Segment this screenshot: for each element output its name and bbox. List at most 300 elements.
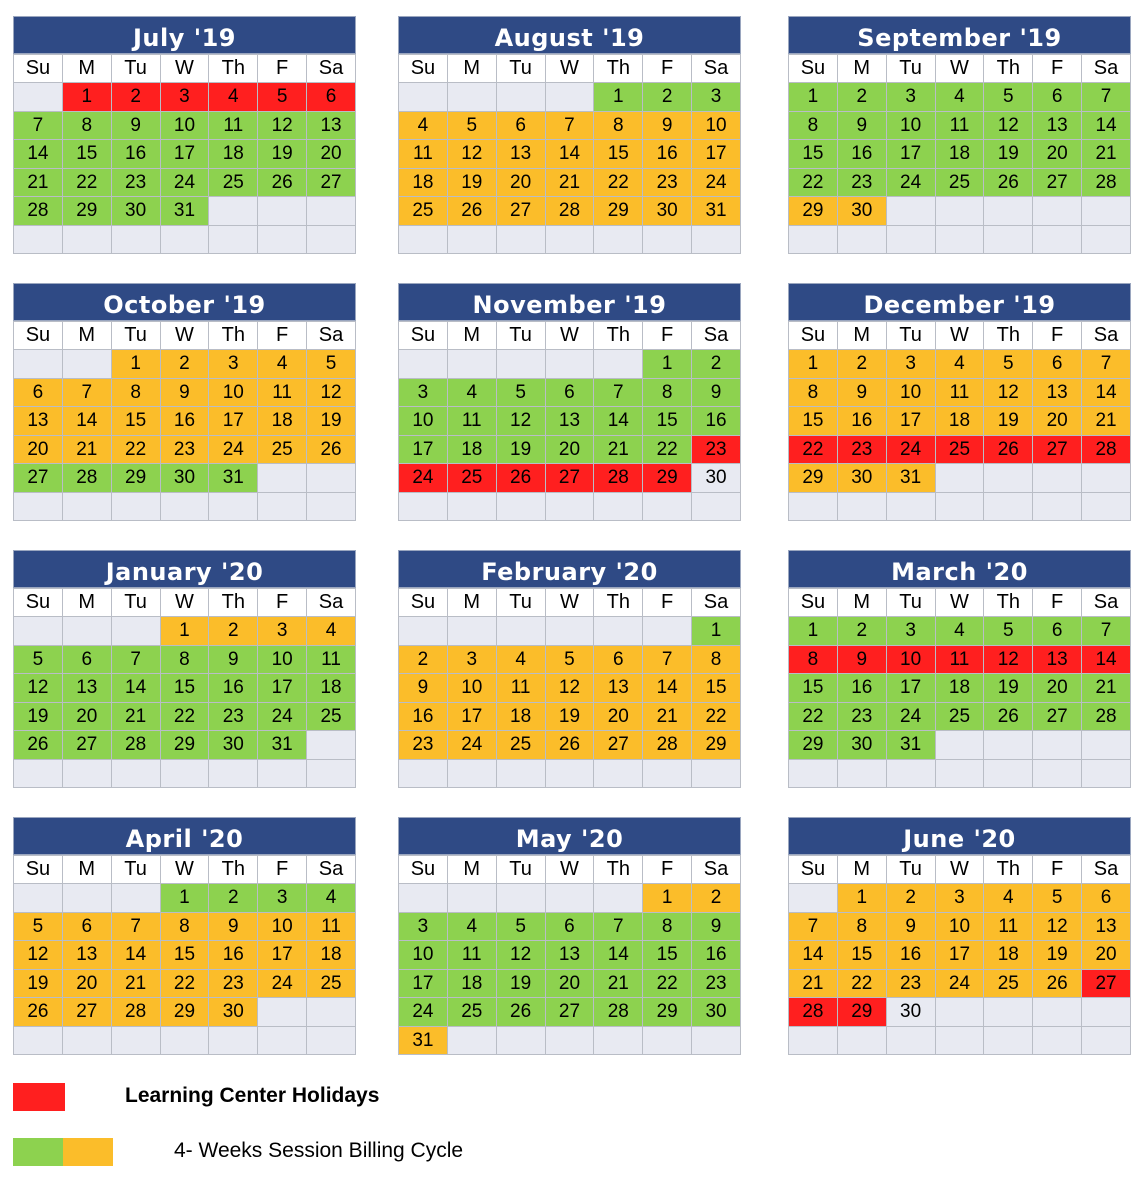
empty-day-cell (62, 492, 111, 521)
empty-day-cell (111, 617, 160, 646)
day-cell: 5 (496, 912, 545, 941)
weekday-header: Su (789, 589, 838, 617)
day-cell: 15 (643, 941, 692, 970)
day-cell: 24 (447, 731, 496, 760)
day-cell: 5 (14, 912, 63, 941)
empty-day-cell (692, 492, 741, 521)
day-cell: 5 (545, 645, 594, 674)
day-cell: 7 (1082, 350, 1131, 379)
empty-day-cell (837, 1026, 886, 1055)
weekday-header: Su (14, 55, 63, 83)
day-cell: 22 (594, 168, 643, 197)
weekday-header: F (258, 322, 307, 350)
day-cell: 1 (160, 884, 209, 913)
empty-day-cell (545, 225, 594, 254)
day-cell: 17 (886, 407, 935, 436)
day-cell: 2 (160, 350, 209, 379)
day-cell: 18 (935, 140, 984, 169)
empty-day-cell (258, 1026, 307, 1055)
month-title: July '19 (13, 16, 356, 54)
day-cell: 13 (594, 674, 643, 703)
month-title: August '19 (398, 16, 741, 54)
day-cell: 17 (258, 941, 307, 970)
empty-day-cell (307, 759, 356, 788)
weekday-header: M (837, 322, 886, 350)
day-cell: 23 (692, 435, 741, 464)
holidays-legend-label: Learning Center Holidays (125, 1084, 380, 1107)
day-cell: 24 (886, 168, 935, 197)
day-cell: 7 (789, 912, 838, 941)
month-calendar (398, 550, 741, 788)
day-cell: 24 (258, 702, 307, 731)
day-cell: 22 (111, 435, 160, 464)
day-cell: 12 (984, 645, 1033, 674)
month-calendar (788, 817, 1131, 1055)
day-cell: 5 (984, 617, 1033, 646)
empty-day-cell (935, 759, 984, 788)
empty-day-cell (111, 884, 160, 913)
day-cell: 2 (886, 884, 935, 913)
day-cell: 17 (399, 969, 448, 998)
day-cell: 19 (496, 969, 545, 998)
weekday-header: W (935, 322, 984, 350)
day-cell: 27 (1033, 168, 1082, 197)
empty-day-cell (258, 998, 307, 1027)
weekday-header: W (935, 589, 984, 617)
day-cell: 9 (886, 912, 935, 941)
day-cell: 7 (111, 912, 160, 941)
day-cell: 21 (789, 969, 838, 998)
day-cell: 13 (545, 407, 594, 436)
empty-day-cell (14, 617, 63, 646)
day-cell: 1 (62, 83, 111, 112)
empty-day-cell (496, 350, 545, 379)
day-cell: 5 (447, 111, 496, 140)
day-cell: 16 (837, 407, 886, 436)
day-cell: 30 (837, 731, 886, 760)
day-cell: 6 (1082, 884, 1131, 913)
empty-day-cell (307, 492, 356, 521)
day-cell: 16 (886, 941, 935, 970)
day-cell: 16 (399, 702, 448, 731)
empty-day-cell (1082, 759, 1131, 788)
day-cell: 4 (209, 83, 258, 112)
day-cell: 2 (692, 884, 741, 913)
day-cell: 28 (594, 464, 643, 493)
weekday-header: Sa (1082, 589, 1131, 617)
month-calendar (398, 16, 741, 254)
empty-day-cell (1033, 492, 1082, 521)
day-cell: 26 (496, 998, 545, 1027)
empty-day-cell (447, 83, 496, 112)
day-cell: 30 (111, 197, 160, 226)
day-cell: 2 (837, 350, 886, 379)
empty-day-cell (984, 731, 1033, 760)
day-cell: 5 (984, 350, 1033, 379)
weekday-header: Sa (1082, 322, 1131, 350)
day-cell: 30 (837, 197, 886, 226)
month-title: February '20 (398, 550, 741, 588)
empty-day-cell (496, 884, 545, 913)
empty-day-cell (594, 1026, 643, 1055)
day-cell: 4 (307, 617, 356, 646)
day-cell: 14 (62, 407, 111, 436)
empty-day-cell (307, 1026, 356, 1055)
day-cell: 27 (1082, 969, 1131, 998)
day-cell: 27 (1033, 435, 1082, 464)
day-cell: 18 (307, 941, 356, 970)
day-cell: 12 (496, 407, 545, 436)
day-cell: 29 (160, 998, 209, 1027)
empty-day-cell (935, 1026, 984, 1055)
weekday-header: F (258, 589, 307, 617)
weekday-header: Sa (692, 856, 741, 884)
weekday-header: Th (209, 322, 258, 350)
day-cell: 10 (447, 674, 496, 703)
day-cell: 13 (1082, 912, 1131, 941)
empty-day-cell (886, 197, 935, 226)
day-cell: 28 (545, 197, 594, 226)
day-cell: 9 (209, 645, 258, 674)
day-cell: 10 (209, 378, 258, 407)
day-cell: 9 (692, 378, 741, 407)
empty-day-cell (111, 225, 160, 254)
empty-day-cell (984, 225, 1033, 254)
day-cell: 22 (643, 969, 692, 998)
weekday-header: W (935, 856, 984, 884)
day-cell: 3 (692, 83, 741, 112)
day-cell: 21 (14, 168, 63, 197)
day-cell: 14 (1082, 645, 1131, 674)
weekday-header: F (643, 589, 692, 617)
day-cell: 7 (111, 645, 160, 674)
day-cell: 23 (837, 435, 886, 464)
weekday-header: F (643, 322, 692, 350)
day-cell: 22 (160, 702, 209, 731)
day-cell: 20 (62, 969, 111, 998)
empty-day-cell (160, 225, 209, 254)
weekday-header: M (447, 856, 496, 884)
day-cell: 7 (643, 645, 692, 674)
day-cell: 12 (14, 941, 63, 970)
month-title: June '20 (788, 817, 1131, 855)
day-cell: 29 (62, 197, 111, 226)
empty-day-cell (14, 350, 63, 379)
empty-day-cell (935, 464, 984, 493)
empty-day-cell (837, 225, 886, 254)
day-cell: 26 (14, 731, 63, 760)
empty-day-cell (643, 759, 692, 788)
empty-day-cell (1082, 464, 1131, 493)
weekday-header: W (160, 589, 209, 617)
day-cell: 10 (258, 912, 307, 941)
day-cell: 23 (209, 969, 258, 998)
day-cell: 12 (258, 111, 307, 140)
day-cell: 31 (258, 731, 307, 760)
day-cell: 11 (935, 378, 984, 407)
day-cell: 19 (258, 140, 307, 169)
day-cell: 22 (789, 168, 838, 197)
empty-day-cell (789, 1026, 838, 1055)
weekday-header: W (160, 55, 209, 83)
day-cell: 9 (399, 674, 448, 703)
empty-day-cell (545, 759, 594, 788)
empty-day-cell (545, 1026, 594, 1055)
weekday-header: W (935, 55, 984, 83)
day-cell: 26 (545, 731, 594, 760)
day-cell: 11 (307, 912, 356, 941)
empty-day-cell (692, 225, 741, 254)
empty-day-cell (14, 759, 63, 788)
day-cell: 15 (837, 941, 886, 970)
day-cell: 12 (14, 674, 63, 703)
empty-day-cell (1033, 1026, 1082, 1055)
day-cell: 20 (62, 702, 111, 731)
day-cell: 16 (111, 140, 160, 169)
day-cell: 25 (209, 168, 258, 197)
day-cell: 29 (789, 464, 838, 493)
empty-day-cell (594, 492, 643, 521)
empty-day-cell (307, 464, 356, 493)
day-cell: 21 (1082, 140, 1131, 169)
empty-day-cell (1033, 225, 1082, 254)
empty-day-cell (643, 492, 692, 521)
day-cell: 19 (14, 969, 63, 998)
weekday-header: Su (14, 322, 63, 350)
day-cell: 9 (837, 378, 886, 407)
day-cell: 10 (399, 407, 448, 436)
day-cell: 30 (837, 464, 886, 493)
empty-day-cell (935, 225, 984, 254)
day-cell: 26 (496, 464, 545, 493)
day-cell: 17 (692, 140, 741, 169)
empty-day-cell (209, 759, 258, 788)
day-cell: 6 (1033, 350, 1082, 379)
day-cell: 11 (935, 645, 984, 674)
day-cell: 8 (160, 645, 209, 674)
empty-day-cell (837, 759, 886, 788)
day-cell: 23 (111, 168, 160, 197)
empty-day-cell (545, 350, 594, 379)
day-cell: 21 (594, 969, 643, 998)
weekday-header: Th (594, 55, 643, 83)
day-cell: 14 (594, 941, 643, 970)
day-cell: 25 (399, 197, 448, 226)
empty-day-cell (399, 492, 448, 521)
weekday-header: F (1033, 856, 1082, 884)
day-cell: 11 (984, 912, 1033, 941)
day-cell: 29 (789, 731, 838, 760)
empty-day-cell (935, 492, 984, 521)
day-cell: 30 (886, 998, 935, 1027)
day-cell: 28 (14, 197, 63, 226)
day-cell: 26 (984, 168, 1033, 197)
day-cell: 29 (837, 998, 886, 1027)
day-cell: 5 (307, 350, 356, 379)
day-cell: 1 (789, 350, 838, 379)
empty-day-cell (886, 492, 935, 521)
weekday-header: Su (789, 856, 838, 884)
empty-day-cell (545, 492, 594, 521)
day-cell: 6 (1033, 617, 1082, 646)
day-cell: 14 (1082, 378, 1131, 407)
month-calendar (398, 283, 741, 521)
day-cell: 4 (447, 378, 496, 407)
day-cell: 11 (258, 378, 307, 407)
day-cell: 30 (209, 731, 258, 760)
day-cell: 16 (837, 674, 886, 703)
empty-day-cell (258, 197, 307, 226)
empty-day-cell (209, 197, 258, 226)
day-cell: 6 (545, 378, 594, 407)
day-cell: 5 (1033, 884, 1082, 913)
day-cell: 1 (692, 617, 741, 646)
day-cell: 28 (111, 731, 160, 760)
day-cell: 22 (62, 168, 111, 197)
empty-day-cell (399, 617, 448, 646)
day-cell: 6 (14, 378, 63, 407)
day-cell: 18 (496, 702, 545, 731)
day-cell: 25 (984, 969, 1033, 998)
empty-day-cell (984, 1026, 1033, 1055)
day-cell: 25 (935, 702, 984, 731)
day-cell: 13 (62, 674, 111, 703)
day-cell: 9 (111, 111, 160, 140)
empty-day-cell (111, 1026, 160, 1055)
weekday-header: Th (594, 589, 643, 617)
day-cell: 26 (14, 998, 63, 1027)
empty-day-cell (399, 225, 448, 254)
day-cell: 24 (399, 464, 448, 493)
day-cell: 25 (496, 731, 545, 760)
day-cell: 23 (399, 731, 448, 760)
empty-day-cell (62, 884, 111, 913)
empty-day-cell (935, 731, 984, 760)
weekday-header: F (1033, 589, 1082, 617)
day-cell: 15 (643, 407, 692, 436)
day-cell: 27 (62, 731, 111, 760)
day-cell: 25 (307, 969, 356, 998)
day-cell: 20 (545, 969, 594, 998)
weekday-header: F (258, 856, 307, 884)
day-cell: 26 (1033, 969, 1082, 998)
weekday-header: Tu (111, 55, 160, 83)
day-cell: 30 (692, 998, 741, 1027)
empty-day-cell (14, 225, 63, 254)
empty-day-cell (1082, 731, 1131, 760)
day-cell: 19 (307, 407, 356, 436)
day-cell: 1 (160, 617, 209, 646)
day-cell: 4 (399, 111, 448, 140)
day-cell: 8 (594, 111, 643, 140)
day-cell: 11 (209, 111, 258, 140)
day-cell: 14 (111, 674, 160, 703)
day-cell: 18 (935, 407, 984, 436)
empty-day-cell (789, 759, 838, 788)
day-cell: 5 (258, 83, 307, 112)
day-cell: 19 (1033, 941, 1082, 970)
day-cell: 24 (258, 969, 307, 998)
empty-day-cell (789, 884, 838, 913)
day-cell: 15 (789, 407, 838, 436)
empty-day-cell (1082, 225, 1131, 254)
empty-day-cell (643, 617, 692, 646)
month-calendar (788, 283, 1131, 521)
day-cell: 19 (447, 168, 496, 197)
day-cell: 27 (594, 731, 643, 760)
day-cell: 2 (209, 617, 258, 646)
day-cell: 17 (160, 140, 209, 169)
empty-day-cell (14, 884, 63, 913)
empty-day-cell (160, 492, 209, 521)
day-cell: 28 (1082, 168, 1131, 197)
day-cell: 16 (692, 407, 741, 436)
empty-day-cell (307, 197, 356, 226)
day-cell: 22 (789, 702, 838, 731)
day-cell: 8 (111, 378, 160, 407)
day-cell: 16 (160, 407, 209, 436)
day-cell: 10 (886, 645, 935, 674)
day-cell: 30 (643, 197, 692, 226)
day-cell: 6 (62, 912, 111, 941)
day-cell: 13 (545, 941, 594, 970)
empty-day-cell (447, 492, 496, 521)
day-cell: 12 (545, 674, 594, 703)
weekday-header: Th (594, 856, 643, 884)
day-cell: 1 (837, 884, 886, 913)
day-cell: 29 (789, 197, 838, 226)
day-cell: 8 (789, 378, 838, 407)
weekday-header: Sa (307, 55, 356, 83)
empty-day-cell (886, 1026, 935, 1055)
day-cell: 2 (837, 83, 886, 112)
weekday-header: M (447, 589, 496, 617)
empty-day-cell (1082, 998, 1131, 1027)
day-cell: 27 (545, 464, 594, 493)
empty-day-cell (307, 998, 356, 1027)
empty-day-cell (447, 759, 496, 788)
month-calendar (13, 283, 356, 521)
day-cell: 13 (496, 140, 545, 169)
day-cell: 9 (837, 111, 886, 140)
month-title: April '20 (13, 817, 356, 855)
empty-day-cell (14, 83, 63, 112)
day-cell: 14 (545, 140, 594, 169)
day-cell: 1 (643, 350, 692, 379)
day-cell: 10 (886, 111, 935, 140)
day-cell: 16 (692, 941, 741, 970)
weekday-header: Su (399, 856, 448, 884)
weekday-header: M (62, 55, 111, 83)
weekday-header: Su (789, 322, 838, 350)
weekday-header: Su (789, 55, 838, 83)
empty-day-cell (14, 1026, 63, 1055)
empty-day-cell (789, 225, 838, 254)
day-cell: 22 (160, 969, 209, 998)
day-cell: 19 (545, 702, 594, 731)
day-cell: 8 (643, 378, 692, 407)
day-cell: 2 (209, 884, 258, 913)
day-cell: 20 (307, 140, 356, 169)
empty-day-cell (258, 492, 307, 521)
day-cell: 14 (1082, 111, 1131, 140)
day-cell: 9 (837, 645, 886, 674)
weekday-header: Th (984, 856, 1033, 884)
empty-day-cell (307, 731, 356, 760)
day-cell: 4 (496, 645, 545, 674)
weekday-header: Su (399, 589, 448, 617)
day-cell: 6 (496, 111, 545, 140)
